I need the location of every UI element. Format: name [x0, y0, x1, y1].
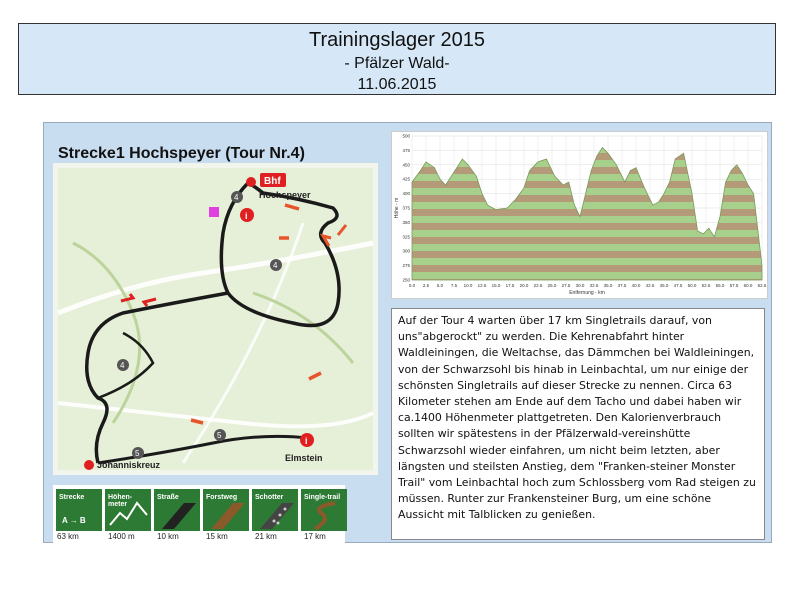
johanniskreuz-label: Johanniskreuz — [97, 460, 161, 470]
x-tick-label: 45.0 — [659, 283, 669, 288]
legend-hoehenmeter — [105, 489, 151, 531]
legend-value: 63 km — [57, 532, 79, 541]
x-tick-label: 7.5 — [450, 283, 458, 288]
x-tick-label: 5.0 — [436, 283, 444, 288]
route-legend — [53, 485, 345, 545]
legend-value: 15 km — [206, 532, 228, 541]
x-tick-label: 50.0 — [687, 283, 697, 288]
start-point-icon — [246, 177, 256, 187]
x-tick-label: 20.0 — [519, 283, 529, 288]
y-tick-label: 375 — [402, 205, 410, 211]
legend-label: Straße — [157, 494, 179, 501]
elevation-area — [412, 148, 762, 281]
x-tick-label: 12.5 — [477, 283, 487, 288]
legend-value: 10 km — [157, 532, 179, 541]
y-tick-label: 475 — [402, 147, 410, 153]
y-tick-label: 500 — [402, 133, 410, 139]
legend-label: Strecke — [59, 494, 85, 501]
x-tick-label: 55.0 — [715, 283, 725, 288]
route-title: Strecke1 Hochspeyer (Tour Nr.4) — [58, 145, 305, 162]
legend-label: Forstweg — [206, 494, 238, 501]
x-tick-label: 32.5 — [589, 283, 599, 288]
x-tick-label: 25.0 — [547, 283, 557, 288]
y-tick-label: 425 — [402, 176, 410, 182]
route-map — [53, 163, 378, 475]
route-map-svg — [53, 163, 378, 475]
legend-label: Single-trail — [304, 494, 341, 501]
marker-5-label: 5 — [217, 431, 222, 440]
document-date: 11.06.2015 — [357, 76, 437, 93]
x-tick-label: 10.0 — [463, 283, 473, 288]
x-tick-label: 37.5 — [617, 283, 627, 288]
legend-strasse — [154, 489, 200, 531]
y-tick-label: 275 — [402, 263, 410, 269]
singletrail-icon — [301, 489, 347, 531]
road-icon — [154, 489, 200, 531]
y-tick-label: 350 — [402, 219, 410, 225]
bhf-label: Bhf — [264, 176, 281, 187]
legend-label: Schotter — [255, 494, 284, 501]
hochspeyer-label: Hochspeyer — [259, 190, 311, 200]
gravel-icon — [252, 489, 298, 531]
marker-4-label: 4 — [234, 193, 239, 202]
legend-schotter — [252, 489, 298, 531]
x-tick-label: 62.5 — [757, 283, 767, 288]
x-tick-label: 17.5 — [505, 283, 515, 288]
document-title: Trainingslager 2015 — [308, 29, 486, 51]
title-banner — [18, 23, 776, 95]
legend-value: 1400 m — [108, 532, 135, 541]
x-tick-label: 2.5 — [422, 283, 430, 288]
x-tick-label: 57.5 — [729, 283, 739, 288]
x-tick-label: 42.5 — [645, 283, 655, 288]
elevation-profile — [391, 131, 768, 299]
forest-road-icon — [203, 489, 249, 531]
document-subtitle: - Pfälzer Wald- — [344, 55, 450, 72]
x-tick-label: 40.0 — [631, 283, 641, 288]
legend-value: 17 km — [304, 532, 326, 541]
y-tick-label: 325 — [402, 234, 410, 240]
marker-4-label: 4 — [120, 361, 125, 370]
profile-y-ticks — [402, 134, 410, 283]
legend-ab-label: A → B — [62, 516, 86, 525]
elmstein-label: Elmstein — [285, 453, 323, 463]
legend-forstweg — [203, 489, 249, 531]
legend-singletrail — [301, 489, 347, 531]
end-point-icon — [84, 460, 94, 470]
x-tick-label: 47.5 — [673, 283, 683, 288]
y-tick-label: 450 — [402, 162, 410, 168]
poi-icon — [209, 207, 219, 217]
legend-label: Höhen-meter — [108, 494, 133, 508]
route-description: Auf der Tour 4 warten über 17 km Singletrails darauf, von uns"abgerockt" zu werden. Die Kehrenabfahrt hinter Waldleiningen, die Weltachse, das Dämmchen bei Waldleiningen, von der Schwarzsohl bis hinab in Leinbachtal, um nur einige der schönsten Singletrails auf dieser Strecke zu nennen. Circa 63 Kilometer stehen am Ende auf dem Tacho und dabei haben wir ca.1400 Höhenmeter plattgetreten. Den Kalorienverbrauch sollten wir spätestens in der Pfälzerwald-vereinshütte Schwarzsohl wieder einfahren, um nicht beim letzten, aber längsten und steilsten Anstieg, dem "Franken-steiner Monster Trail" vom Leinbachtal hoch zum Schlossberg vom Rad steigen zu müssen. Runter zur Frankensteiner Burg, um eine schöne Aussicht mit Talblicken zu genießen. — [391, 308, 765, 540]
marker-4-label: 4 — [273, 261, 278, 270]
profile-x-label: Entfernung - km — [569, 290, 605, 296]
x-tick-label: 35.0 — [603, 283, 613, 288]
x-tick-label: 52.5 — [701, 283, 711, 288]
info-glyph: i — [305, 436, 308, 446]
x-tick-label: 27.5 — [561, 283, 571, 288]
y-tick-label: 400 — [402, 191, 410, 197]
info-glyph: i — [245, 211, 248, 221]
profile-x-ticks — [409, 283, 767, 288]
elevation-profile-svg — [392, 132, 767, 298]
legend-strecke — [56, 489, 102, 531]
elevation-icon — [105, 489, 151, 531]
x-tick-label: 15.0 — [491, 283, 501, 288]
x-tick-label: 30.0 — [575, 283, 585, 288]
x-tick-label: 22.5 — [533, 283, 543, 288]
x-tick-label: 60.0 — [743, 283, 753, 288]
profile-y-label: Höhe - m — [394, 197, 400, 219]
y-tick-label: 250 — [402, 277, 410, 283]
legend-value: 21 km — [255, 532, 277, 541]
marker-5-label: 5 — [135, 449, 140, 458]
y-tick-label: 300 — [402, 248, 410, 254]
x-tick-label: 0.0 — [408, 283, 416, 288]
